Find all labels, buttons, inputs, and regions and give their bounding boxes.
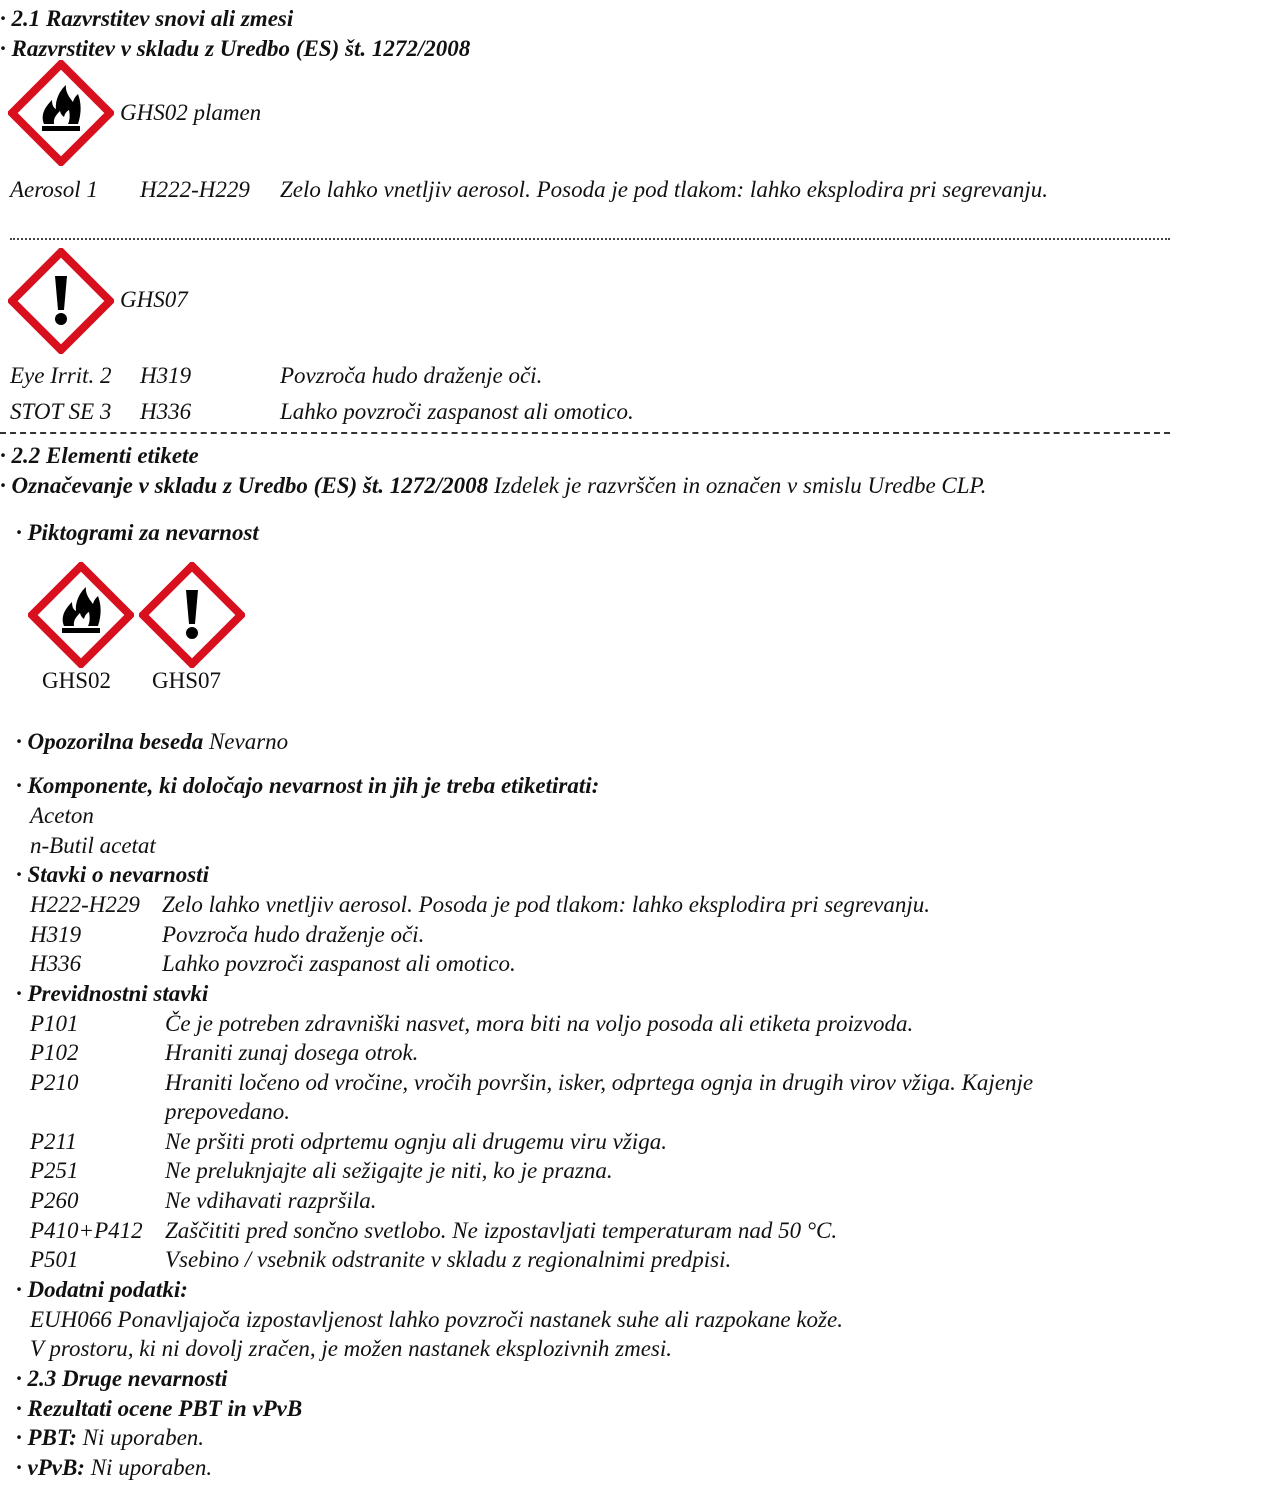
- classification-regulation: · Razvrstitev v skladu z Uredbo (ES) št. 1272/2008: [0, 36, 471, 61]
- hazard-statements-heading: · Stavki o nevarnosti: [16, 862, 209, 887]
- stot-code: H336: [140, 399, 192, 424]
- vpvb-row: [16, 1455, 212, 1481]
- section-2-1-title: · 2.1 Razvrstitev snovi ali zmesi: [0, 6, 294, 31]
- pbt-row: [16, 1425, 204, 1451]
- signal-word: [16, 729, 288, 755]
- eye-code: H319: [140, 363, 192, 388]
- stot-class: STOT SE 3: [10, 399, 112, 424]
- section-2-3-title: · 2.3 Druge nevarnosti: [16, 1366, 228, 1391]
- labelling-regulation-rest: Izdelek je razvrščen in označen v smislu Uredbe CLP.: [493, 473, 987, 498]
- pbt-assessment-heading: · Rezultati ocene PBT in vPvB: [16, 1396, 303, 1421]
- label-ghs02-flame-icon: [28, 562, 134, 668]
- hazard-text-h336: Lahko povzroči zaspanost ali omotico.: [162, 951, 516, 976]
- p410-code: P410+P412: [30, 1218, 143, 1243]
- aerosol-class: Aerosol 1: [10, 177, 98, 202]
- pictogram-ghs07-label: GHS07: [120, 287, 188, 312]
- eye-class: Eye Irrit. 2: [10, 363, 112, 388]
- signal-word-value: Nevarno: [208, 729, 289, 754]
- p210-text-continued: prepovedano.: [165, 1099, 290, 1124]
- ghs07-exclamation-icon: [8, 248, 114, 354]
- aerosol-code: H222-H229: [140, 177, 250, 202]
- eye-text: Povzroča hudo draženje oči.: [280, 363, 543, 388]
- stot-text: Lahko povzroči zaspanost ali omotico.: [280, 399, 634, 424]
- p260-text: Ne vdihavati razpršila.: [165, 1188, 377, 1213]
- hazard-code-h222: H222-H229: [30, 892, 140, 917]
- hazard-text-h222: Zelo lahko vnetljiv aerosol. Posoda je pod tlakom: lahko eksplodira pri segrevanju.: [162, 892, 931, 917]
- p102-code: P102: [30, 1040, 79, 1065]
- hazard-code-h336: H336: [30, 951, 82, 976]
- p410-text: Zaščititi pred sončno svetlobo. Ne izpostavljati temperaturam nad 50 °C.: [165, 1218, 838, 1243]
- signal-word-label: · Opozorilna beseda: [16, 729, 204, 754]
- pictograms-heading: · Piktogrami za nevarnost: [16, 520, 259, 545]
- additional-info-ventilation: V prostoru, ki ni dovolj zračen, je možen nastanek eksplozivnih zmesi.: [30, 1336, 673, 1361]
- hazard-code-h319: H319: [30, 922, 82, 947]
- hazard-text-h319: Povzroča hudo draženje oči.: [162, 922, 425, 947]
- p260-code: P260: [30, 1188, 79, 1213]
- vpvb-value: Ni uporaben.: [90, 1455, 213, 1480]
- additional-info-euh066: EUH066 Ponavljajoča izpostavljenost lahko povzroči nastanek suhe ali razpokane kože.: [30, 1307, 843, 1332]
- precautionary-heading: · Previdnostni stavki: [16, 981, 209, 1006]
- p210-code: P210: [30, 1070, 79, 1095]
- pictogram-ghs02-label: GHS02 plamen: [120, 100, 262, 125]
- component-butyl-acetate: n-Butil acetat: [30, 833, 156, 858]
- p501-code: P501: [30, 1247, 79, 1272]
- dashed-divider: [0, 432, 1170, 434]
- vpvb-label: · vPvB:: [16, 1455, 85, 1480]
- p251-text: Ne preluknjajte ali sežigajte je niti, ko je prazna.: [165, 1158, 613, 1183]
- p251-code: P251: [30, 1158, 79, 1183]
- pbt-label: · PBT:: [16, 1425, 77, 1450]
- ghs02-flame-icon: [8, 60, 114, 166]
- labelling-regulation-bold: · Označevanje v skladu z Uredbo (ES) št. 1272/2008: [0, 473, 489, 498]
- additional-info-heading: · Dodatni podatki:: [16, 1277, 188, 1302]
- p210-text: Hraniti ločeno od vročine, vročih površin, isker, odprtega ognja in drugih virov vžiga. Kajenje: [165, 1070, 1034, 1095]
- p211-text: Ne pršiti proti odprtemu ognju ali drugemu viru vžiga.: [165, 1129, 667, 1154]
- p102-text: Hraniti zunaj dosega otrok.: [165, 1040, 419, 1065]
- dotted-divider: [10, 238, 1170, 240]
- component-aceton: Aceton: [30, 803, 94, 828]
- pbt-value: Ni uporaben.: [82, 1425, 205, 1450]
- p101-code: P101: [30, 1011, 79, 1036]
- p501-text: Vsebino / vsebnik odstranite v skladu z regionalnimi predpisi.: [165, 1247, 732, 1272]
- label-ghs02-text: GHS02: [42, 668, 112, 693]
- labelling-regulation: [0, 473, 986, 499]
- label-ghs07-exclamation-icon: [139, 562, 245, 668]
- p211-code: P211: [30, 1129, 77, 1154]
- components-heading: · Komponente, ki določajo nevarnost in jih je treba etiketirati:: [16, 773, 600, 798]
- p101-text: Če je potreben zdravniški nasvet, mora biti na voljo posoda ali etiketa proizvoda.: [165, 1011, 914, 1036]
- section-2-2-title: · 2.2 Elementi etikete: [0, 443, 199, 468]
- aerosol-text: Zelo lahko vnetljiv aerosol. Posoda je pod tlakom: lahko eksplodira pri segrevanju.: [280, 177, 1049, 202]
- label-ghs07-text: GHS07: [152, 668, 222, 693]
